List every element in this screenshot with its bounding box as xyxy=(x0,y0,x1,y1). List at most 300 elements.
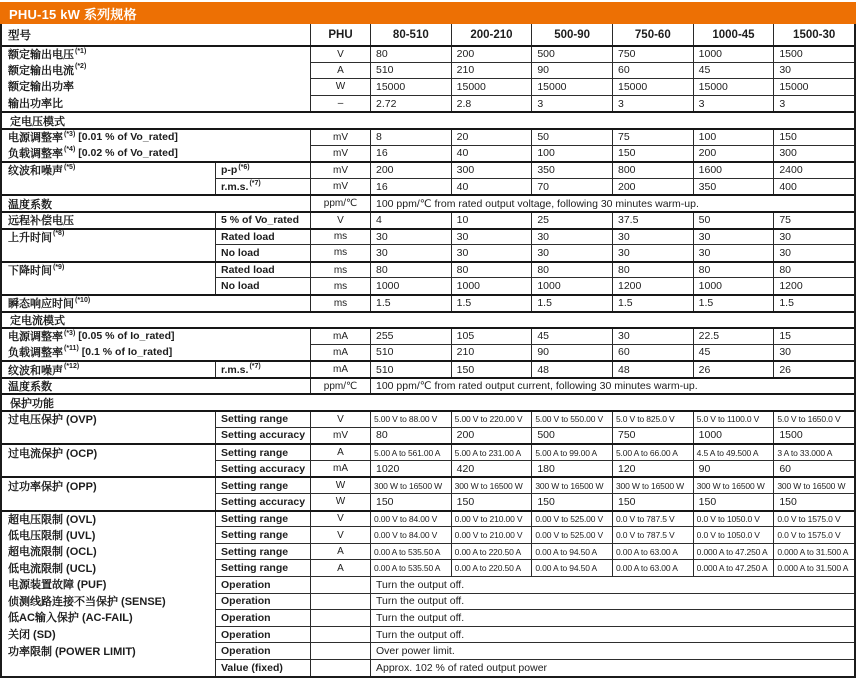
value-cell: 75 xyxy=(612,130,693,145)
unit-cell: mV xyxy=(310,130,370,145)
unit-cell: mA xyxy=(310,329,370,344)
value-cell: 48 xyxy=(612,362,693,377)
param-label: 纹波和噪声 xyxy=(8,165,63,178)
spec-table xyxy=(0,24,856,678)
param-label: 过功率保护 (OPP) xyxy=(8,480,97,493)
param-label-cell xyxy=(2,626,215,643)
spec-row xyxy=(2,576,854,593)
value-cell: 22.5 xyxy=(693,329,774,344)
param-label-cell xyxy=(2,543,215,560)
spec-row xyxy=(2,327,854,344)
value-cell: 1200 xyxy=(612,277,693,294)
value-cell: 0.0 V to 1050.0 V xyxy=(693,526,774,543)
unit-cell: ms xyxy=(310,244,370,261)
param-label: 额定输出电流 xyxy=(8,64,74,77)
value-cell: 420 xyxy=(451,460,532,477)
value-cell: 1000 xyxy=(370,277,451,294)
param-label-cell xyxy=(2,196,310,211)
param-label: 额定输出电压 xyxy=(8,49,74,62)
section-row: 定电压模式 xyxy=(2,111,854,128)
value-cell: 300 W to 16500 W xyxy=(531,478,612,493)
spec-row xyxy=(2,78,854,95)
spec-row xyxy=(2,360,854,377)
sub-param-label: Operation xyxy=(221,611,271,624)
spec-row xyxy=(2,145,854,162)
sub-param-label: r.m.s. xyxy=(221,363,249,376)
unit-cell: W xyxy=(310,493,370,510)
spec-row xyxy=(2,493,854,510)
value-cell: 2.72 xyxy=(370,95,451,112)
value-cell: 0.00 V to 210.00 V xyxy=(451,526,532,543)
value-cell: 210 xyxy=(451,62,532,79)
sub-param-label: Setting range xyxy=(221,545,289,558)
footnote-marker: (*7) xyxy=(249,363,261,371)
unit-cell xyxy=(310,593,370,610)
param-label-cell xyxy=(2,512,215,527)
value-cell: 5.0 V to 1650.0 V xyxy=(773,412,854,427)
spec-row xyxy=(2,593,854,610)
param-label: 输出功率比 xyxy=(8,98,63,111)
unit-cell: ms xyxy=(310,230,370,245)
footnote-marker: (*3) xyxy=(64,329,76,337)
value-cell: 0.00 A to 63.00 A xyxy=(612,559,693,576)
spec-row xyxy=(2,194,854,211)
value-span-cell: Turn the output off. xyxy=(370,576,854,593)
sub-param-label: No load xyxy=(221,246,260,259)
value-cell: 80 xyxy=(370,47,451,62)
value-cell: 300 W to 16500 W xyxy=(612,478,693,493)
value-cell: 5.00 V to 88.00 V xyxy=(370,412,451,427)
value-cell: 200 xyxy=(451,427,532,444)
value-cell: 1.5 xyxy=(773,296,854,311)
value-cell: 15000 xyxy=(531,78,612,95)
value-cell: 80 xyxy=(612,263,693,278)
spec-row xyxy=(2,659,854,676)
value-cell: 510 xyxy=(370,344,451,361)
value-cell: 80 xyxy=(451,263,532,278)
value-cell: 15000 xyxy=(451,78,532,95)
value-cell: 5.00 V to 220.00 V xyxy=(451,412,532,427)
param-label: 电源装置故障 (PUF) xyxy=(8,579,107,592)
value-cell: 15000 xyxy=(612,78,693,95)
param-label-cell xyxy=(2,163,215,178)
value-cell: 2.8 xyxy=(451,95,532,112)
unit-cell xyxy=(310,609,370,626)
value-cell: 105 xyxy=(451,329,532,344)
sub-param-cell xyxy=(215,512,310,527)
table-body xyxy=(2,45,854,676)
spec-row xyxy=(2,244,854,261)
sub-param-label: p-p xyxy=(221,164,238,177)
param-label: 额定输出功率 xyxy=(8,81,74,94)
value-cell: 200 xyxy=(451,47,532,62)
param-label: 温度系数 xyxy=(8,198,52,211)
param-label: 上升时间 xyxy=(8,231,52,244)
param-label: 过电流保护 (OCP) xyxy=(8,447,98,460)
param-label-cell xyxy=(2,78,310,95)
param-label: 关闭 (SD) xyxy=(8,629,56,642)
value-cell: 150 xyxy=(531,493,612,510)
value-cell: 30 xyxy=(451,230,532,245)
model-header-cell: 750-60 xyxy=(612,24,693,45)
unit-cell: ms xyxy=(310,277,370,294)
unit-cell: ppm/℃ xyxy=(310,196,370,211)
value-cell: 200 xyxy=(693,145,774,162)
spec-row xyxy=(2,410,854,427)
sub-param-label: Setting range xyxy=(221,446,289,459)
value-cell: 30 xyxy=(693,244,774,261)
spec-row xyxy=(2,526,854,543)
value-cell: 16 xyxy=(370,178,451,195)
value-cell: 150 xyxy=(370,493,451,510)
value-cell: 3 xyxy=(531,95,612,112)
value-cell: 80 xyxy=(693,263,774,278)
model-header-cell: 80-510 xyxy=(370,24,451,45)
footnote-marker: (*2) xyxy=(75,63,87,71)
param-label: 超电压限制 (OVL) xyxy=(8,513,96,526)
sub-param-label: Setting range xyxy=(221,512,289,525)
value-cell: 10 xyxy=(451,213,532,228)
footnote-marker: (*6) xyxy=(238,163,250,171)
unit-cell: mV xyxy=(310,163,370,178)
value-cell: 30 xyxy=(612,244,693,261)
model-header-cell: 1000-45 xyxy=(693,24,774,45)
value-cell: 60 xyxy=(612,344,693,361)
sub-param-cell xyxy=(215,244,310,261)
value-cell: 300 W to 16500 W xyxy=(773,478,854,493)
spec-row xyxy=(2,377,854,394)
param-label-cell xyxy=(2,460,215,477)
value-cell: 5.0 V to 1100.0 V xyxy=(693,412,774,427)
value-span-cell: 100 ppm/℃ from rated output voltage, following 30 minutes warm-up. xyxy=(370,196,854,211)
spec-row xyxy=(2,178,854,195)
value-cell: 15000 xyxy=(370,78,451,95)
model-header-cell: 500-90 xyxy=(531,24,612,45)
value-cell: 15 xyxy=(773,329,854,344)
value-cell: 37.5 xyxy=(612,213,693,228)
unit-cell: ms xyxy=(310,263,370,278)
param-label: 超电流限制 (OCL) xyxy=(8,546,97,559)
unit-cell: W xyxy=(310,78,370,95)
value-cell: 750 xyxy=(612,427,693,444)
model-column-header: 型号 xyxy=(8,29,31,42)
sub-param-cell xyxy=(215,493,310,510)
value-cell: 40 xyxy=(451,145,532,162)
param-label: 低电压限制 (UVL) xyxy=(8,529,96,542)
spec-row xyxy=(2,95,854,112)
param-label-cell xyxy=(2,593,215,610)
spec-row xyxy=(2,642,854,659)
value-cell: 5.0 V to 825.0 V xyxy=(612,412,693,427)
sub-param-cell xyxy=(215,659,310,676)
value-cell: 75 xyxy=(773,213,854,228)
value-cell: 3 A to 33.000 A xyxy=(773,445,854,460)
value-cell: 1000 xyxy=(693,47,774,62)
value-cell: 30 xyxy=(612,329,693,344)
value-cell: 500 xyxy=(531,47,612,62)
value-cell: 1600 xyxy=(693,163,774,178)
spec-row xyxy=(2,294,854,311)
param-label: 瞬态响应时间 xyxy=(8,298,74,311)
param-label-cell xyxy=(2,609,215,626)
param-label: 温度系数 xyxy=(8,381,52,394)
sub-param-cell xyxy=(215,609,310,626)
unit-cell xyxy=(310,576,370,593)
value-cell: 16 xyxy=(370,145,451,162)
value-cell: 300 W to 16500 W xyxy=(693,478,774,493)
param-label-cell xyxy=(2,379,310,394)
value-cell: 150 xyxy=(612,145,693,162)
sub-param-cell xyxy=(215,576,310,593)
value-cell: 45 xyxy=(531,329,612,344)
sub-param-cell xyxy=(215,277,310,294)
spec-row xyxy=(2,277,854,294)
spec-row xyxy=(2,609,854,626)
value-span-cell: Over power limit. xyxy=(370,642,854,659)
value-cell: 180 xyxy=(531,460,612,477)
value-cell: 1500 xyxy=(773,47,854,62)
table-title-bar xyxy=(0,2,856,24)
value-cell: 60 xyxy=(773,460,854,477)
param-label: 电源调整率 xyxy=(8,331,63,344)
sub-param-cell xyxy=(215,230,310,245)
value-cell: 40 xyxy=(451,178,532,195)
footnote-marker: (*9) xyxy=(53,263,65,271)
sub-param-label: Setting accuracy xyxy=(221,429,306,442)
value-cell: 2400 xyxy=(773,163,854,178)
value-cell: 1.5 xyxy=(531,296,612,311)
footnote-marker: (*3) xyxy=(64,130,76,138)
param-label-cell xyxy=(2,62,310,79)
value-cell: 30 xyxy=(693,230,774,245)
sub-param-label: Setting range xyxy=(221,529,289,542)
value-cell: 30 xyxy=(451,244,532,261)
value-cell: 30 xyxy=(612,230,693,245)
value-cell: 0.000 A to 47.250 A xyxy=(693,559,774,576)
value-cell: 100 xyxy=(531,145,612,162)
value-cell: 26 xyxy=(773,362,854,377)
param-label: 远程补偿电压 xyxy=(8,215,74,228)
value-cell: 90 xyxy=(531,344,612,361)
spec-row xyxy=(2,443,854,460)
value-cell: 300 W to 16500 W xyxy=(451,478,532,493)
footnote-marker: (*10) xyxy=(75,296,91,304)
value-cell: 5.00 A to 66.00 A xyxy=(612,445,693,460)
footnote-marker: (*1) xyxy=(75,47,87,55)
value-cell: 0.0 V to 1575.0 V xyxy=(773,512,854,527)
unit-cell: ms xyxy=(310,296,370,311)
value-cell: 0.000 A to 47.250 A xyxy=(693,543,774,560)
param-label-cell xyxy=(2,362,215,377)
value-cell: 30 xyxy=(773,62,854,79)
sub-param-label: Value (fixed) xyxy=(221,661,283,674)
value-cell: 150 xyxy=(693,493,774,510)
value-span-cell: Approx. 102 % of rated output power xyxy=(370,659,854,676)
value-cell: 1.5 xyxy=(693,296,774,311)
sub-param-label: Operation xyxy=(221,645,271,658)
sub-param-label: Setting range xyxy=(221,562,289,575)
table-header-row xyxy=(2,24,854,45)
value-cell: 30 xyxy=(370,230,451,245)
sub-param-cell xyxy=(215,163,310,178)
sub-param-cell xyxy=(215,626,310,643)
value-cell: 0.00 A to 535.50 A xyxy=(370,543,451,560)
footnote-marker: (*11) xyxy=(64,345,79,353)
value-cell: 200 xyxy=(370,163,451,178)
value-span-cell: Turn the output off. xyxy=(370,626,854,643)
unit-cell: V xyxy=(310,512,370,527)
sub-param-label: Setting accuracy xyxy=(221,495,306,508)
value-cell: 30 xyxy=(773,244,854,261)
param-label: 功率限制 (POWER LIMIT) xyxy=(8,645,136,658)
unit-cell: W xyxy=(310,478,370,493)
value-cell: 90 xyxy=(531,62,612,79)
param-label-cell xyxy=(2,213,215,228)
unit-cell: ppm/℃ xyxy=(310,379,370,394)
unit-cell xyxy=(310,642,370,659)
spec-sheet xyxy=(0,2,856,678)
sub-param-cell xyxy=(215,362,310,377)
sub-param-cell xyxy=(215,559,310,576)
value-cell: 1000 xyxy=(693,277,774,294)
param-label-cell xyxy=(2,526,215,543)
value-cell: 5.00 A to 561.00 A xyxy=(370,445,451,460)
value-cell: 200 xyxy=(612,178,693,195)
value-cell: 50 xyxy=(531,130,612,145)
unit-cell: mV xyxy=(310,178,370,195)
param-label: 侦测线路连接不当保护 (SENSE) xyxy=(8,595,166,608)
value-cell: 300 xyxy=(451,163,532,178)
sub-param-label: Rated load xyxy=(221,230,275,243)
value-cell: 4 xyxy=(370,213,451,228)
value-cell: 1020 xyxy=(370,460,451,477)
value-cell: 255 xyxy=(370,329,451,344)
value-cell: 0.00 V to 525.00 V xyxy=(531,526,612,543)
spec-row xyxy=(2,45,854,62)
sub-param-label: Setting range xyxy=(221,413,289,426)
phu-header-cell: PHU xyxy=(310,24,370,45)
unit-cell: mA xyxy=(310,344,370,361)
footnote-marker: (*4) xyxy=(64,146,76,154)
value-cell: 0.0 V to 1575.0 V xyxy=(773,526,854,543)
value-cell: 1200 xyxy=(773,277,854,294)
value-cell: 30 xyxy=(531,230,612,245)
value-cell: 500 xyxy=(531,427,612,444)
unit-cell: A xyxy=(310,543,370,560)
value-cell: 150 xyxy=(612,493,693,510)
unit-cell: V xyxy=(310,412,370,427)
param-label-cell xyxy=(2,329,310,344)
spec-row xyxy=(2,460,854,477)
unit-cell xyxy=(310,659,370,676)
value-cell: 0.0 V to 1050.0 V xyxy=(693,512,774,527)
value-cell: 80 xyxy=(531,263,612,278)
value-cell: 5.00 A to 231.00 A xyxy=(451,445,532,460)
sub-param-label: Operation xyxy=(221,578,271,591)
unit-cell: mA xyxy=(310,460,370,477)
sub-param-label: Operation xyxy=(221,628,271,641)
value-cell: 0.00 V to 84.00 V xyxy=(370,512,451,527)
sub-param-label: Setting accuracy xyxy=(221,462,306,475)
sub-param-label: 5 % of Vo_rated xyxy=(221,214,299,227)
param-label-cell xyxy=(2,178,215,195)
spec-row xyxy=(2,427,854,444)
param-label-cell xyxy=(2,493,215,510)
param-label: 低电流限制 (UCL) xyxy=(8,562,96,575)
unit-cell: – xyxy=(310,95,370,112)
unit-cell xyxy=(310,626,370,643)
param-label-cell xyxy=(2,95,310,112)
value-cell: 0.00 V to 210.00 V xyxy=(451,512,532,527)
value-cell: 0.00 A to 535.50 A xyxy=(370,559,451,576)
value-cell: 510 xyxy=(370,362,451,377)
sub-param-label: No load xyxy=(221,280,260,293)
param-label-suffix: [0.05 % of Io_rated] xyxy=(78,330,175,343)
value-cell: 5.00 V to 550.00 V xyxy=(531,412,612,427)
spec-row xyxy=(2,476,854,493)
value-cell: 150 xyxy=(773,493,854,510)
value-cell: 1000 xyxy=(693,427,774,444)
param-label: 纹波和噪声 xyxy=(8,364,63,377)
spec-row xyxy=(2,543,854,560)
value-cell: 0.0 V to 787.5 V xyxy=(612,526,693,543)
value-cell: 30 xyxy=(773,344,854,361)
value-cell: 800 xyxy=(612,163,693,178)
value-cell: 3 xyxy=(693,95,774,112)
value-cell: 350 xyxy=(693,178,774,195)
value-cell: 15000 xyxy=(693,78,774,95)
value-cell: 0.00 V to 84.00 V xyxy=(370,526,451,543)
sub-param-label: Operation xyxy=(221,595,271,608)
spec-row xyxy=(2,261,854,278)
param-label-cell xyxy=(2,478,215,493)
param-label-cell xyxy=(2,576,215,593)
sub-param-cell xyxy=(215,178,310,195)
sub-param-cell xyxy=(215,543,310,560)
sub-param-cell xyxy=(215,526,310,543)
model-header-cell: 200-210 xyxy=(451,24,532,45)
section-row: 保护功能 xyxy=(2,393,854,410)
param-label-cell xyxy=(2,263,215,278)
value-cell: 50 xyxy=(693,213,774,228)
section-row: 定电流模式 xyxy=(2,311,854,328)
value-cell: 60 xyxy=(612,62,693,79)
value-cell: 20 xyxy=(451,130,532,145)
footnote-marker: (*5) xyxy=(64,163,76,171)
spec-row xyxy=(2,62,854,79)
footnote-marker: (*8) xyxy=(53,230,65,238)
param-label-cell xyxy=(2,130,310,145)
spec-row xyxy=(2,559,854,576)
param-label-suffix: [0.01 % of Vo_rated] xyxy=(78,131,178,144)
footnote-marker: (*7) xyxy=(249,180,261,188)
value-cell: 0.000 A to 31.500 A xyxy=(773,559,854,576)
value-cell: 0.00 A to 94.50 A xyxy=(531,543,612,560)
value-cell: 150 xyxy=(451,493,532,510)
value-cell: 750 xyxy=(612,47,693,62)
value-cell: 150 xyxy=(773,130,854,145)
value-cell: 1000 xyxy=(451,277,532,294)
value-cell: 150 xyxy=(451,362,532,377)
value-cell: 80 xyxy=(370,427,451,444)
param-label-suffix: [0.1 % of Io_rated] xyxy=(81,345,173,358)
unit-cell: A xyxy=(310,559,370,576)
value-cell: 45 xyxy=(693,344,774,361)
param-label: 过电压保护 (OVP) xyxy=(8,414,97,427)
value-cell: 26 xyxy=(693,362,774,377)
param-label-cell xyxy=(2,244,215,261)
value-cell: 30 xyxy=(531,244,612,261)
